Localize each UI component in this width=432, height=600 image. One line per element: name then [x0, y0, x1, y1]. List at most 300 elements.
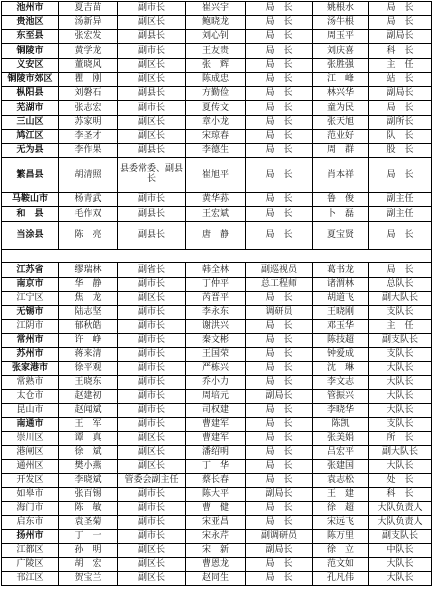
leader-title-cell: 副市长: [118, 390, 186, 404]
region-cell: 贵池区: [2, 16, 59, 30]
officer-name-cell: 王国荣: [186, 348, 246, 362]
contact-name-cell: 李晓华: [313, 404, 369, 418]
table-row: [2, 263, 432, 278]
region-cell: 开发区: [2, 474, 59, 488]
contact-title-cell: 副局长: [369, 87, 432, 101]
officer-name-cell: 张 辉: [186, 59, 246, 73]
leader-name-cell: 夏吉苗: [59, 2, 118, 16]
region-cell: 启东市: [2, 516, 59, 530]
contact-title-cell: 队 长: [369, 130, 432, 144]
leader-name-cell: 郁秋皓: [59, 320, 118, 334]
contact-title-cell: 大队长: [369, 572, 432, 586]
officer-name-cell: 秦文彬: [186, 334, 246, 348]
table-row: [2, 432, 432, 446]
contact-title-cell: 主 任: [369, 59, 432, 73]
table-row: [2, 59, 432, 73]
table-row: [2, 30, 432, 44]
contact-title-cell: 副所长: [369, 116, 432, 130]
officer-name-cell: 潘绍明: [186, 446, 246, 460]
leader-name-cell: 赵建初: [59, 390, 118, 404]
region-cell: 南通市: [2, 418, 59, 432]
contact-title-cell: 大队长: [369, 558, 432, 572]
contact-name-cell: 徐 超: [313, 502, 369, 516]
contact-name-cell: 童为民: [313, 101, 369, 116]
leader-title-cell: 副区长: [118, 292, 186, 306]
contact-name-cell: 周玉平: [313, 30, 369, 44]
leader-title-cell: 副市长: [118, 278, 186, 292]
contact-name-cell: 钟爱成: [313, 348, 369, 362]
leader-title-cell: 副市长: [118, 101, 186, 116]
table-row: [2, 292, 432, 306]
contact-name-cell: 袁志松: [313, 474, 369, 488]
officer-title-cell: 副调研员: [246, 530, 313, 544]
region-cell: 太仓市: [2, 390, 59, 404]
leader-name-cell: 徐平观: [59, 362, 118, 376]
officer-title-cell: 副巡视员: [246, 263, 313, 278]
contact-title-cell: 处 长: [369, 474, 432, 488]
table-row: [2, 488, 432, 502]
table-row: [2, 101, 432, 116]
officer-title-cell: 局 长: [246, 432, 313, 446]
contact-name-cell: 诸渭林: [313, 278, 369, 292]
contact-title-cell: 副主任: [369, 207, 432, 222]
officer-title-cell: 局 长: [246, 348, 313, 362]
leader-name-cell: 许 峥: [59, 334, 118, 348]
region-cell: 南京市: [2, 278, 59, 292]
region-cell: 池州市: [2, 2, 59, 16]
officer-name-cell: 周培元: [186, 390, 246, 404]
leader-title-cell: 副市长: [118, 334, 186, 348]
contact-title-cell: 局 长: [369, 101, 432, 116]
contact-title-cell: 支队长: [369, 418, 432, 432]
leader-title-cell: 副市长: [118, 488, 186, 502]
region-cell: 江阴市: [2, 320, 59, 334]
officer-name-cell: 谢洪兴: [186, 320, 246, 334]
table-row: [2, 404, 432, 418]
contact-title-cell: 总队长: [369, 278, 432, 292]
contact-name-cell: 鲁 俊: [313, 193, 369, 207]
region-cell: 如皋市: [2, 488, 59, 502]
contact-title-cell: 局 长: [369, 16, 432, 30]
table-row: [2, 334, 432, 348]
contact-name-cell: 宋远飞: [313, 516, 369, 530]
officer-title-cell: 局 长: [246, 2, 313, 16]
table-row: [2, 193, 432, 207]
contact-name-cell: 孔凡伟: [313, 572, 369, 586]
contact-name-cell: 范业好: [313, 130, 369, 144]
leader-name-cell: 焦 龙: [59, 292, 118, 306]
region-cell: 芜湖市: [2, 101, 59, 116]
contact-title-cell: 支队长: [369, 348, 432, 362]
contact-title-cell: 副大队长: [369, 446, 432, 460]
leader-name-cell: 瞿 刚: [59, 73, 118, 87]
leader-name-cell: 李圣才: [59, 130, 118, 144]
officer-name-cell: 宋琼春: [186, 130, 246, 144]
leader-title-cell: 副区长: [118, 544, 186, 558]
leader-title-cell: 副区长: [118, 446, 186, 460]
contact-title-cell: 科 长: [369, 488, 432, 502]
contact-title-cell: 大队长: [369, 376, 432, 390]
contact-name-cell: 张美娟: [313, 432, 369, 446]
contact-title-cell: 局 长: [369, 158, 432, 193]
leader-name-cell: 黄学龙: [59, 44, 118, 59]
table-row: [2, 87, 432, 101]
officer-name-cell: 严栋兴: [186, 362, 246, 376]
table-row: [2, 144, 432, 158]
leader-title-cell: 副区长: [118, 59, 186, 73]
contact-name-cell: 邓玉华: [313, 320, 369, 334]
contact-name-cell: 徐 立: [313, 544, 369, 558]
officer-title-cell: 副局长: [246, 544, 313, 558]
contact-title-cell: 大队负责人: [369, 516, 432, 530]
region-cell: 和 县: [2, 207, 59, 222]
region-cell: 昆山市: [2, 404, 59, 418]
officer-name-cell: 王友贵: [186, 44, 246, 59]
contact-name-cell: 李文志: [313, 376, 369, 390]
officer-title-cell: 局 长: [246, 87, 313, 101]
contact-name-cell: 姚根水: [313, 2, 369, 16]
table-row: [2, 460, 432, 474]
region-cell: 江苏省: [2, 263, 59, 278]
leader-name-cell: 袁圣菊: [59, 516, 118, 530]
officer-title-cell: 局 长: [246, 44, 313, 59]
contact-title-cell: 局 长: [369, 2, 432, 16]
region-cell: 张家港市: [2, 362, 59, 376]
officer-title-cell: 局 长: [246, 502, 313, 516]
leader-name-cell: 胡清照: [59, 158, 118, 193]
region-cell: 崇川区: [2, 432, 59, 446]
region-cell: 鸠江区: [2, 130, 59, 144]
officer-name-cell: 司权建: [186, 404, 246, 418]
leader-name-cell: 孙 明: [59, 544, 118, 558]
leader-title-cell: 副市长: [118, 2, 186, 16]
leader-name-cell: 谭 真: [59, 432, 118, 446]
officer-name-cell: 夏传文: [186, 101, 246, 116]
region-cell: 扬州市: [2, 530, 59, 544]
table-row: [2, 558, 432, 572]
contact-name-cell: 肖本祥: [313, 158, 369, 193]
contact-name-cell: 张建国: [313, 460, 369, 474]
officer-title-cell: 局 长: [246, 334, 313, 348]
contact-title-cell: 站 长: [369, 73, 432, 87]
leader-name-cell: 华 静: [59, 278, 118, 292]
officer-name-cell: 黄华荪: [186, 193, 246, 207]
contact-name-cell: 陈凯: [313, 418, 369, 432]
table-row: [2, 474, 432, 488]
officer-name-cell: 章小龙: [186, 116, 246, 130]
region-cell: 铜陵市: [2, 44, 59, 59]
leader-name-cell: 张志宏: [59, 101, 118, 116]
region-cell: 当涂县: [2, 222, 59, 250]
officer-title-cell: 局 长: [246, 16, 313, 30]
region-cell: 邗江区: [2, 572, 59, 586]
leader-title-cell: 副区长: [118, 130, 186, 144]
leader-name-cell: 汤新异: [59, 16, 118, 30]
contact-name-cell: 卜 磊: [313, 207, 369, 222]
leader-name-cell: 蒋来清: [59, 348, 118, 362]
table-row: [2, 16, 432, 30]
officer-name-cell: 宋 新: [186, 544, 246, 558]
officer-title-cell: 局 长: [246, 418, 313, 432]
officer-title-cell: 局 长: [246, 558, 313, 572]
leader-title-cell: 副县长: [118, 30, 186, 44]
contact-name-cell: 吕宏平: [313, 446, 369, 460]
officer-name-cell: 李永东: [186, 306, 246, 320]
officer-name-cell: 陈成忠: [186, 73, 246, 87]
officer-title-cell: 局 长: [246, 130, 313, 144]
leader-title-cell: 副区长: [118, 116, 186, 130]
contact-title-cell: 副局长: [369, 30, 432, 44]
contact-name-cell: 林兴华: [313, 87, 369, 101]
leader-title-cell: 副市长: [118, 502, 186, 516]
contact-title-cell: 大队长: [369, 404, 432, 418]
leader-title-cell: 副市长: [118, 404, 186, 418]
anhui-section: [2, 2, 432, 250]
leader-title-cell: 副省长: [118, 263, 186, 278]
officer-name-cell: 赵同生: [186, 572, 246, 586]
table-row: [2, 376, 432, 390]
contact-title-cell: 局 长: [369, 263, 432, 278]
contact-name-cell: 夏宝贤: [313, 222, 369, 250]
contact-title-cell: 副支队长: [369, 530, 432, 544]
officer-title-cell: 副局长: [246, 390, 313, 404]
leader-title-cell: 副市长: [118, 362, 186, 376]
leader-name-cell: 丁 一: [59, 530, 118, 544]
contact-name-cell: 王晓刚: [313, 306, 369, 320]
contact-title-cell: 中队长: [369, 544, 432, 558]
contact-title-cell: 大队长: [369, 362, 432, 376]
leader-title-cell: 副市长: [118, 193, 186, 207]
region-cell: 海门市: [2, 502, 59, 516]
table-row: [2, 362, 432, 376]
region-cell: 三山区: [2, 116, 59, 130]
leader-title-cell: 副县长: [118, 87, 186, 101]
table-row: [2, 418, 432, 432]
leader-name-cell: 贺宝兰: [59, 572, 118, 586]
officer-title-cell: 局 长: [246, 222, 313, 250]
leader-name-cell: 胡 宏: [59, 558, 118, 572]
contact-title-cell: 主 任: [369, 320, 432, 334]
region-cell: 无为县: [2, 144, 59, 158]
region-cell: 无锡市: [2, 306, 59, 320]
table-row: [2, 516, 432, 530]
leader-name-cell: 李晓斌: [59, 474, 118, 488]
leader-name-cell: 刘磐石: [59, 87, 118, 101]
leader-title-cell: 副区长: [118, 73, 186, 87]
contact-name-cell: 范文如: [313, 558, 369, 572]
table-row: [2, 222, 432, 250]
leader-title-cell: 副区长: [118, 558, 186, 572]
officer-name-cell: 乔小力: [186, 376, 246, 390]
leader-title-cell: 副区长: [118, 16, 186, 30]
leader-name-cell: 徐 斌: [59, 446, 118, 460]
officer-name-cell: 韩全林: [186, 263, 246, 278]
region-cell: 通州区: [2, 460, 59, 474]
officer-name-cell: 刘心钊: [186, 30, 246, 44]
officer-title-cell: 局 长: [246, 59, 313, 73]
officer-title-cell: 局 长: [246, 362, 313, 376]
leader-title-cell: 副区长: [118, 572, 186, 586]
contact-title-cell: 大队长: [369, 460, 432, 474]
leader-name-cell: 王晓东: [59, 376, 118, 390]
table-row: [2, 306, 432, 320]
contact-name-cell: 沈 琳: [313, 362, 369, 376]
leader-title-cell: 副区长: [118, 432, 186, 446]
region-cell: 常州市: [2, 334, 59, 348]
table-row: [2, 446, 432, 460]
officer-name-cell: 鲍晓龙: [186, 16, 246, 30]
document-sheet: [1, 1, 431, 599]
contact-name-cell: 葛书龙: [313, 263, 369, 278]
leader-name-cell: 王 军: [59, 418, 118, 432]
officer-title-cell: 局 长: [246, 193, 313, 207]
officer-name-cell: 王宏斌: [186, 207, 246, 222]
leader-title-cell: 副市长: [118, 516, 186, 530]
leader-name-cell: 杨青武: [59, 193, 118, 207]
officer-title-cell: 总工程师: [246, 278, 313, 292]
leader-title-cell: 副县长: [118, 222, 186, 250]
contact-title-cell: 副支队长: [369, 334, 432, 348]
leader-name-cell: 董晓风: [59, 59, 118, 73]
region-cell: 义安区: [2, 59, 59, 73]
region-cell: 马鞍山市: [2, 193, 59, 207]
table-row: [2, 278, 432, 292]
table-row: [2, 572, 432, 586]
table-row: [2, 2, 432, 16]
contact-title-cell: 大队负责人: [369, 502, 432, 516]
roster-table: [1, 1, 432, 586]
leader-name-cell: 毛作双: [59, 207, 118, 222]
officer-title-cell: 局 长: [246, 516, 313, 530]
region-cell: 港闸区: [2, 446, 59, 460]
officer-title-cell: 局 长: [246, 73, 313, 87]
contact-title-cell: 科 长: [369, 44, 432, 59]
contact-title-cell: 大队长: [369, 390, 432, 404]
leader-name-cell: 张百锡: [59, 488, 118, 502]
table-row: [2, 73, 432, 87]
table-row: [2, 502, 432, 516]
officer-title-cell: 局 长: [246, 572, 313, 586]
officer-title-cell: 局 长: [246, 144, 313, 158]
leader-title-cell: 副市长: [118, 348, 186, 362]
officer-name-cell: 蔡长春: [186, 474, 246, 488]
officer-name-cell: 宋亚昌: [186, 516, 246, 530]
region-cell: 江宁区: [2, 292, 59, 306]
leader-name-cell: 赵闻斌: [59, 404, 118, 418]
officer-title-cell: 局 长: [246, 30, 313, 44]
contact-name-cell: 王 建: [313, 488, 369, 502]
leader-title-cell: 副市长: [118, 530, 186, 544]
table-row: [2, 544, 432, 558]
leader-title-cell: 副县长: [118, 207, 186, 222]
section-separator: [2, 250, 432, 263]
officer-name-cell: 唐 静: [186, 222, 246, 250]
table-row: [2, 348, 432, 362]
contact-name-cell: 胡道飞: [313, 292, 369, 306]
officer-name-cell: 李德生: [186, 144, 246, 158]
contact-name-cell: 管振兴: [313, 390, 369, 404]
officer-name-cell: 曹 健: [186, 502, 246, 516]
leader-name-cell: 缪瑞林: [59, 263, 118, 278]
officer-title-cell: 局 长: [246, 158, 313, 193]
table-row: [2, 158, 432, 193]
contact-name-cell: 江 峰: [313, 73, 369, 87]
officer-name-cell: 曹建军: [186, 432, 246, 446]
officer-title-cell: 局 长: [246, 446, 313, 460]
leader-title-cell: 县委常委、副县长: [118, 158, 186, 193]
region-cell: 枞阳县: [2, 87, 59, 101]
officer-name-cell: 丁仲平: [186, 278, 246, 292]
region-cell: 苏州市: [2, 348, 59, 362]
contact-name-cell: 汤牛根: [313, 16, 369, 30]
leader-title-cell: 副市长: [118, 306, 186, 320]
table-row: [2, 116, 432, 130]
officer-name-cell: 方勤俭: [186, 87, 246, 101]
contact-title-cell: 支队长: [369, 306, 432, 320]
contact-title-cell: 副主任: [369, 193, 432, 207]
region-cell: 繁昌县: [2, 158, 59, 193]
contact-name-cell: 周 群: [313, 144, 369, 158]
officer-name-cell: 芮晋平: [186, 292, 246, 306]
leader-title-cell: 副市长: [118, 44, 186, 59]
officer-title-cell: 副局长: [246, 488, 313, 502]
table-row: [2, 44, 432, 59]
leader-name-cell: 陆志坚: [59, 306, 118, 320]
officer-title-cell: 局 长: [246, 101, 313, 116]
jiangsu-section: [2, 263, 432, 586]
contact-title-cell: 副大队长: [369, 292, 432, 306]
table-row: [2, 530, 432, 544]
leader-name-cell: 苏家明: [59, 116, 118, 130]
region-cell: 江都区: [2, 544, 59, 558]
region-cell: 广陵区: [2, 558, 59, 572]
region-cell: 东至县: [2, 30, 59, 44]
officer-title-cell: 局 长: [246, 116, 313, 130]
officer-title-cell: 局 长: [246, 320, 313, 334]
contact-name-cell: 张胜强: [313, 59, 369, 73]
contact-title-cell: 所 长: [369, 432, 432, 446]
leader-title-cell: 副市长: [118, 418, 186, 432]
officer-title-cell: 局 长: [246, 207, 313, 222]
officer-title-cell: 调研员: [246, 306, 313, 320]
officer-name-cell: 曹恩龙: [186, 558, 246, 572]
officer-name-cell: 曹建军: [186, 418, 246, 432]
table-row: [2, 207, 432, 222]
leader-name-cell: 樊小燕: [59, 460, 118, 474]
contact-name-cell: 陈万里: [313, 530, 369, 544]
table-row: [2, 320, 432, 334]
officer-name-cell: 陈大平: [186, 488, 246, 502]
table-row: [2, 390, 432, 404]
contact-name-cell: 刘庆喜: [313, 44, 369, 59]
table-row: [2, 130, 432, 144]
leader-title-cell: 副区长: [118, 460, 186, 474]
leader-name-cell: 张宏发: [59, 30, 118, 44]
officer-name-cell: 宋永芹: [186, 530, 246, 544]
officer-name-cell: 崔兴宇: [186, 2, 246, 16]
officer-title-cell: 局 长: [246, 376, 313, 390]
leader-name-cell: 陈 敏: [59, 502, 118, 516]
officer-title-cell: 局 长: [246, 404, 313, 418]
leader-name-cell: 李作果: [59, 144, 118, 158]
region-cell: 铜陵市郊区: [2, 73, 59, 87]
leader-title-cell: 副市长: [118, 376, 186, 390]
contact-title-cell: 局 长: [369, 222, 432, 250]
officer-name-cell: 丁 华: [186, 460, 246, 474]
leader-title-cell: 管委会副主任: [118, 474, 186, 488]
officer-title-cell: 局 长: [246, 292, 313, 306]
leader-name-cell: 陈 亮: [59, 222, 118, 250]
